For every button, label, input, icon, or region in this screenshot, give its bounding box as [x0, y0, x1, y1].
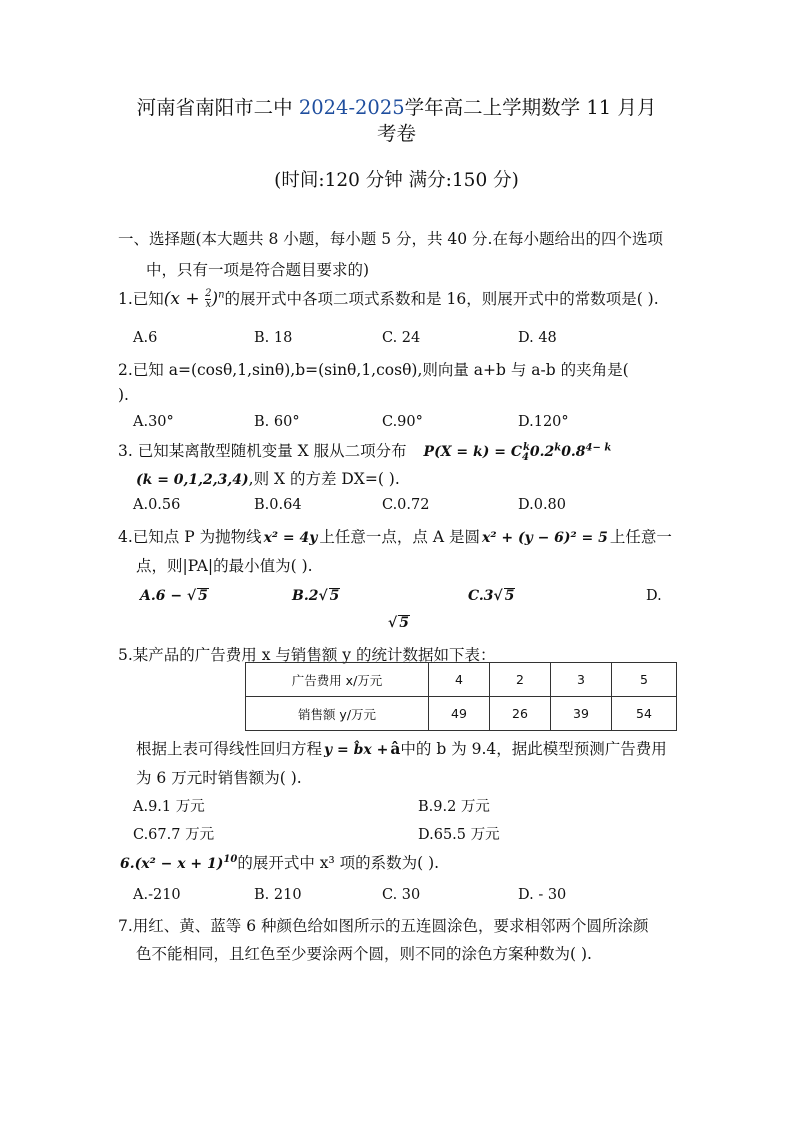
exam-info: (时间:120 分钟 满分:150 分)	[274, 170, 519, 191]
q6-option-d[interactable]: D. - 30	[518, 887, 567, 903]
question-2-line2: ).	[118, 386, 129, 404]
q1-option-c[interactable]: C. 24	[382, 330, 421, 346]
q2-option-c[interactable]: C.90°	[382, 414, 423, 430]
table-header-cell: 销售额 y/万元	[246, 697, 429, 731]
q6-option-c[interactable]: C. 30	[382, 887, 421, 903]
table-cell: 3	[551, 663, 612, 697]
table-cell: 2	[490, 663, 551, 697]
question-3	[118, 439, 611, 463]
table-header-cell: 广告费用 x/万元	[246, 663, 429, 697]
question-7-line2: 色不能相同，且红色至少要涂两个圆，则不同的涂色方案种数为( ).	[136, 945, 592, 963]
question-4-line2: 点，则|PA|的最小值为( ).	[136, 557, 313, 575]
q4-option-d-value: √ 5	[388, 615, 409, 631]
question-4: 4.已知点 P 为抛物线 x² = 4y 上任意一点，点 A 是圆 x² + (y − 6)² = 5 上任意一	[118, 528, 672, 546]
data-table	[245, 662, 677, 731]
q3-option-c[interactable]: C.0.72	[382, 497, 430, 513]
section-header-line2: 中，只有一项是符合题目要求的)	[146, 261, 370, 279]
question-3-line2: (k = 0,1,2,3,4),则 X 的方差 DX=( ).	[136, 470, 400, 488]
q1-option-a[interactable]: A.6	[133, 330, 158, 346]
q1-option-d[interactable]: D. 48	[518, 330, 557, 346]
table-cell: 4	[429, 663, 490, 697]
table-cell: 39	[551, 697, 612, 731]
table-row	[246, 697, 677, 731]
question-7: 7.用红、黄、蓝等 6 种颜色给如图所示的五连圆涂色，要求相邻两个圆所涂颜	[118, 917, 649, 935]
q1-prefix: 1.已知	[118, 290, 164, 308]
q1-stem: 的展开式中各项二项式系数和是 16，则展开式中的常数项是( ).	[224, 290, 659, 308]
q6-option-b[interactable]: B. 210	[254, 887, 302, 903]
q2-option-a[interactable]: A.30°	[133, 414, 174, 430]
table-cell: 5	[612, 663, 677, 697]
page-title-line2: 考卷	[376, 122, 416, 145]
question-2: 2.已知 a=(cosθ,1,sinθ),b=(sinθ,1,cosθ),则向量 a+b 与 a-b 的夹角是(	[118, 361, 629, 379]
q3-option-d[interactable]: D.0.80	[518, 497, 567, 513]
question-5-line3: 为 6 万元时销售额为( ).	[136, 769, 302, 787]
q4-option-d[interactable]: D.	[646, 588, 662, 604]
q5-option-b[interactable]: B.9.2 万元	[418, 799, 490, 815]
q1-option-b[interactable]: B. 18	[254, 330, 293, 346]
question-1	[118, 287, 659, 310]
title-year: 2024-2025	[298, 96, 405, 119]
q4-option-a[interactable]: A.6 − √ 5	[140, 588, 208, 604]
title-part-b: 学年高二上学期数学 11 月月	[404, 96, 657, 119]
q3-text: 3. 已知某离散型随机变量 X 服从二项分布	[118, 442, 407, 460]
q3-formula: $P(X = k) = C_4^k0.2^k0.8^{4- k}$	[423, 442, 612, 463]
q5-option-c[interactable]: C.67.7 万元	[133, 827, 215, 843]
q3-option-a[interactable]: A.0.56	[133, 497, 181, 513]
q1-formula: (x + $\frac{2}{x}$ )$^n$	[163, 288, 225, 310]
q2-option-b[interactable]: B. 60°	[254, 414, 300, 430]
table-cell: 54	[612, 697, 677, 731]
q2-option-d[interactable]: D.120°	[518, 414, 569, 430]
question-6: $6.(x^2 - x + 1)^{10}$的展开式中 x³ 项的系数为( ).	[120, 853, 440, 872]
table-cell: 26	[490, 697, 551, 731]
q4-option-c[interactable]: C.3√ 5	[468, 588, 515, 604]
q5-option-a[interactable]: A.9.1 万元	[133, 799, 205, 815]
question-5: 5.某产品的广告费用 x 与销售额 y 的统计数据如下表：	[118, 646, 496, 664]
q4-option-b[interactable]: B.2√ 5	[292, 588, 340, 604]
table-cell: 49	[429, 697, 490, 731]
title-part-a: 河南省南阳市二中	[136, 96, 299, 119]
section-header: 一、选择题(本大题共 8 小题，每小题 5 分，共 40 分.在每小题给出的四个选项	[118, 230, 663, 248]
page-title	[0, 92, 793, 120]
q6-option-a[interactable]: A.-210	[133, 887, 181, 903]
q5-option-d[interactable]: D.65.5 万元	[418, 827, 500, 843]
question-5-line2: 根据上表可得线性回归方程 y = b̂x + â中的 b 为 9.4，据此模型预测广告费用	[136, 739, 667, 758]
q3-option-b[interactable]: B.0.64	[254, 497, 302, 513]
table-row	[246, 663, 677, 697]
